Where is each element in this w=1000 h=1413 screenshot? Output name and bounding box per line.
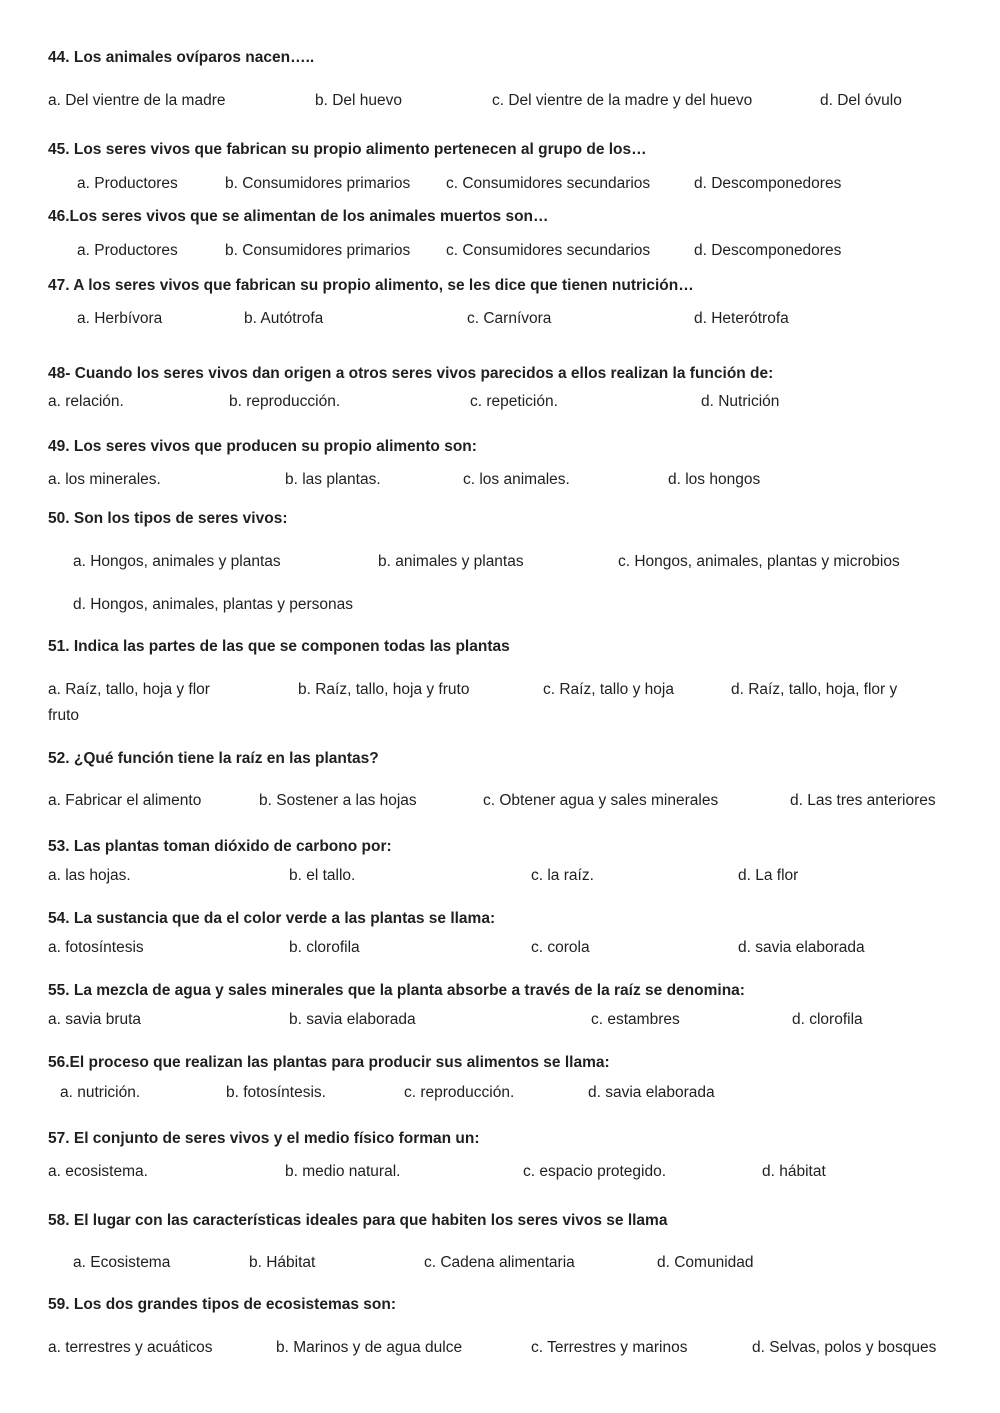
option-54-d[interactable]: d. savia elaborada <box>738 939 865 956</box>
option-55-a[interactable]: a. savia bruta <box>48 1011 142 1028</box>
question-54: 54. La sustancia que da el color verde a las plantas se llama: <box>48 910 496 927</box>
option-50-a[interactable]: a. Hongos, animales y plantas <box>73 553 281 570</box>
option-49-c[interactable]: c. los animales. <box>463 471 570 488</box>
option-50-b[interactable]: b. animales y plantas <box>378 553 524 570</box>
option-54-a[interactable]: a. fotosíntesis <box>48 939 144 956</box>
option-56-d[interactable]: d. savia elaborada <box>588 1084 715 1101</box>
option-47-c[interactable]: c. Carnívora <box>467 310 552 327</box>
option-48-d[interactable]: d. Nutrición <box>701 393 780 410</box>
question-44: 44. Los animales ovíparos nacen….. <box>48 49 315 66</box>
question-47: 47. A los seres vivos que fabrican su propio alimento, se les dice que tienen nutrición… <box>48 277 694 294</box>
option-44-b[interactable]: b. Del huevo <box>315 92 403 109</box>
option-59-d[interactable]: d. Selvas, polos y bosques <box>752 1339 937 1356</box>
option-45-c[interactable]: c. Consumidores secundarios <box>446 175 651 192</box>
option-57-b[interactable]: b. medio natural. <box>285 1163 401 1180</box>
option-58-d[interactable]: d. Comunidad <box>657 1254 754 1271</box>
option-51-d-line2[interactable]: fruto <box>48 707 80 724</box>
option-44-d[interactable]: d. Del óvulo <box>820 92 902 109</box>
question-48: 48- Cuando los seres vivos dan origen a otros seres vivos parecidos a ellos realizan la función de: <box>48 365 774 382</box>
option-51-b[interactable]: b. Raíz, tallo, hoja y fruto <box>298 681 470 698</box>
option-58-c[interactable]: c. Cadena alimentaria <box>424 1254 575 1271</box>
option-51-a[interactable]: a. Raíz, tallo, hoja y flor <box>48 681 210 698</box>
option-46-b[interactable]: b. Consumidores primarios <box>225 242 411 259</box>
option-51-d-line1[interactable]: d. Raíz, tallo, hoja, flor y <box>731 681 898 698</box>
option-48-a[interactable]: a. relación. <box>48 393 124 410</box>
option-49-a[interactable]: a. los minerales. <box>48 471 161 488</box>
question-51: 51. Indica las partes de las que se componen todas las plantas <box>48 638 510 655</box>
option-52-d[interactable]: d. Las tres anteriores <box>790 792 936 809</box>
option-44-a[interactable]: a. Del vientre de la madre <box>48 92 226 109</box>
option-53-d[interactable]: d. La flor <box>738 867 799 884</box>
option-56-c[interactable]: c. reproducción. <box>404 1084 515 1101</box>
question-57: 57. El conjunto de seres vivos y el medio físico forman un: <box>48 1130 480 1147</box>
option-46-c[interactable]: c. Consumidores secundarios <box>446 242 651 259</box>
option-45-a[interactable]: a. Productores <box>77 175 178 192</box>
option-47-b[interactable]: b. Autótrofa <box>244 310 324 327</box>
question-49: 49. Los seres vivos que producen su propio alimento son: <box>48 438 477 455</box>
question-52: 52. ¿Qué función tiene la raíz en las plantas? <box>48 750 379 767</box>
question-45: 45. Los seres vivos que fabrican su propio alimento pertenecen al grupo de los… <box>48 141 647 158</box>
option-52-b[interactable]: b. Sostener a las hojas <box>259 792 417 809</box>
option-57-d[interactable]: d. hábitat <box>762 1163 826 1180</box>
option-55-d[interactable]: d. clorofila <box>792 1011 863 1028</box>
option-53-b[interactable]: b. el tallo. <box>289 867 356 884</box>
option-58-b[interactable]: b. Hábitat <box>249 1254 316 1271</box>
question-50: 50. Son los tipos de seres vivos: <box>48 510 288 527</box>
option-45-d[interactable]: d. Descomponedores <box>694 175 842 192</box>
question-58: 58. El lugar con las características ideales para que habiten los seres vivos se llama <box>48 1212 668 1229</box>
option-59-c[interactable]: c. Terrestres y marinos <box>531 1339 688 1356</box>
option-50-c[interactable]: c. Hongos, animales, plantas y microbios <box>618 553 900 570</box>
option-54-c[interactable]: c. corola <box>531 939 590 956</box>
option-56-b[interactable]: b. fotosíntesis. <box>226 1084 326 1101</box>
option-59-a[interactable]: a. terrestres y acuáticos <box>48 1339 213 1356</box>
option-46-a[interactable]: a. Productores <box>77 242 178 259</box>
option-55-b[interactable]: b. savia elaborada <box>289 1011 416 1028</box>
option-57-a[interactable]: a. ecosistema. <box>48 1163 148 1180</box>
option-49-d[interactable]: d. los hongos <box>668 471 761 488</box>
option-48-c[interactable]: c. repetición. <box>470 393 558 410</box>
question-53: 53. Las plantas toman dióxido de carbono por: <box>48 838 392 855</box>
option-54-b[interactable]: b. clorofila <box>289 939 360 956</box>
option-52-a[interactable]: a. Fabricar el alimento <box>48 792 202 809</box>
option-47-a[interactable]: a. Herbívora <box>77 310 163 327</box>
option-49-b[interactable]: b. las plantas. <box>285 471 381 488</box>
question-59: 59. Los dos grandes tipos de ecosistemas son: <box>48 1296 396 1313</box>
option-56-a[interactable]: a. nutrición. <box>60 1084 141 1101</box>
option-53-a[interactable]: a. las hojas. <box>48 867 131 884</box>
option-48-b[interactable]: b. reproducción. <box>229 393 341 410</box>
option-50-d[interactable]: d. Hongos, animales, plantas y personas <box>73 596 354 613</box>
option-46-d[interactable]: d. Descomponedores <box>694 242 842 259</box>
question-55: 55. La mezcla de agua y sales minerales que la planta absorbe a través de la raíz se denomina: <box>48 982 745 999</box>
option-58-a[interactable]: a. Ecosistema <box>73 1254 171 1271</box>
option-59-b[interactable]: b. Marinos y de agua dulce <box>276 1339 463 1356</box>
option-53-c[interactable]: c. la raíz. <box>531 867 594 884</box>
option-52-c[interactable]: c. Obtener agua y sales minerales <box>483 792 719 809</box>
option-44-c[interactable]: c. Del vientre de la madre y del huevo <box>492 92 753 109</box>
option-51-c[interactable]: c. Raíz, tallo y hoja <box>543 681 674 698</box>
option-55-c[interactable]: c. estambres <box>591 1011 680 1028</box>
option-57-c[interactable]: c. espacio protegido. <box>523 1163 667 1180</box>
option-47-d[interactable]: d. Heterótrofa <box>694 310 789 327</box>
question-46: 46.Los seres vivos que se alimentan de los animales muertos son… <box>48 208 549 225</box>
option-45-b[interactable]: b. Consumidores primarios <box>225 175 411 192</box>
question-56: 56.El proceso que realizan las plantas para producir sus alimentos se llama: <box>48 1054 610 1071</box>
